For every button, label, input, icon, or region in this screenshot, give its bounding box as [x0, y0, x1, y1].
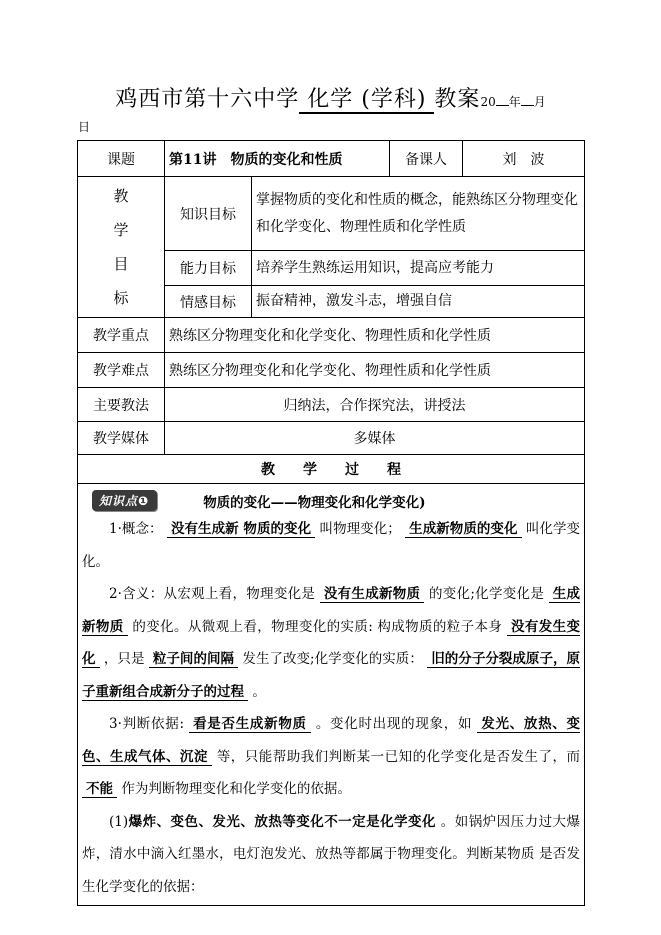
- fill-in-blank: 发光、放热、变色、生成气体、沉淀: [82, 716, 581, 765]
- key-points-content: 熟练区分物理变化和化学变化、物理性质和化学性质: [165, 318, 585, 353]
- process-content-cell: [78, 484, 585, 906]
- table-row: [78, 422, 585, 455]
- goal-label-knowledge: 知识目标: [165, 177, 252, 251]
- text-segment: 的变化;化学变化是: [424, 586, 549, 602]
- fill-in-blank: 没有生成新物质: [320, 586, 425, 603]
- goals-vertical-label: 教学目标: [113, 187, 129, 307]
- fill-in-blank: 看是否生成新物质: [189, 716, 311, 733]
- table-row: [78, 353, 585, 388]
- text-segment: 叫物理变化；: [315, 521, 406, 537]
- text-segment: 。: [248, 683, 266, 700]
- fill-in-blank: 粒子间的间隔: [149, 651, 238, 668]
- document-title: [0, 82, 661, 113]
- paragraph-note: [82, 806, 580, 904]
- table-row: [78, 484, 585, 906]
- lesson-plan-table: [77, 140, 585, 906]
- text-segment: 。变化时出现的现象，如: [310, 716, 478, 732]
- media-label: 教学媒体: [78, 422, 165, 455]
- date-day: 日: [78, 120, 91, 134]
- goal-label-ability: 能力目标: [165, 251, 252, 286]
- table-row: [78, 318, 585, 353]
- month-blank: [521, 94, 534, 106]
- fill-in-blank: 生成新物质: [82, 586, 581, 635]
- fill-in-blank: 生成新物质的变化: [405, 521, 521, 538]
- knowledge-point-line: [92, 490, 580, 511]
- methods-label: 主要教法: [78, 388, 165, 422]
- text-segment: 1·概念：: [109, 521, 167, 537]
- text-segment: (1): [109, 813, 129, 830]
- goal-content-knowledge: 掌握物质的变化和性质的概念，能熟练区分物理变化和化学变化、物理性质和化学性质: [252, 177, 585, 251]
- goal-content-emotion: 振奋精神，激发斗志，增强自信: [252, 286, 585, 318]
- text-segment: ，只是: [99, 651, 149, 667]
- paragraph-meaning: [82, 578, 580, 708]
- table-row: [78, 388, 585, 422]
- text-segment: 2·含义：从宏观上看，物理变化是: [109, 586, 320, 602]
- text-segment: 发生了改变;化学变化的实质：: [238, 651, 428, 667]
- media-content: 多媒体: [165, 422, 585, 455]
- methods-content: 归纳法，合作探究法，讲授法: [165, 388, 585, 422]
- fill-in-blank: 没有发生变化: [82, 618, 581, 667]
- text-segment: 爆炸、变色、发光、放热等变化不一定是化学变化: [128, 813, 436, 830]
- text-segment: 作为判断物理变化和化学变化的依据。: [117, 781, 351, 797]
- goal-content-ability: 培养学生熟练运用知识，提高应考能力: [252, 251, 585, 286]
- fill-in-blank: 没有生成新 物质的变化: [167, 521, 315, 538]
- goal-label-emotion: 情感目标: [165, 286, 252, 318]
- badge-number: ❶: [138, 494, 150, 508]
- text-segment: 。如锅炉因压力过大爆炸，清水中滴入红墨水，电灯泡发光、放热等都属于物理变化。判断某物质 是否发生化学变化的依据：: [82, 813, 581, 895]
- table-row: [78, 141, 585, 177]
- text-segment: 等，只能帮助我们判断某一已知的化学变化是否发生了，而: [211, 748, 581, 765]
- doc-type: 教案: [434, 87, 481, 112]
- table-row: [78, 177, 585, 251]
- difficulties-label: 教学难点: [78, 353, 165, 388]
- paragraph-judgement: [82, 708, 580, 806]
- process-header: 教 学 过 程: [78, 455, 585, 484]
- table-row: [78, 455, 585, 484]
- preparer-name-cell: 刘 波: [463, 141, 585, 177]
- date-line: 20 年 月: [480, 95, 546, 109]
- fill-in-blank: 旧的分子分裂成原子，原子重新组合成新分子的过程: [82, 651, 581, 700]
- year-blank: [496, 94, 509, 106]
- topic-label-cell: 课题: [78, 141, 165, 177]
- paragraph-concept: [82, 513, 580, 578]
- knowledge-point-heading: 物质的变化——物理变化和化学变化): [203, 494, 426, 511]
- knowledge-point-badge: 知识点❶: [92, 490, 157, 511]
- subject-field: 化学 (学科): [299, 87, 434, 114]
- goals-label-cell: [78, 177, 165, 318]
- text-segment: 叫化学变化。: [82, 521, 581, 570]
- school-name: 鸡西市第十六中学: [115, 87, 300, 112]
- topic-cell: 第11讲 物质的变化和性质: [165, 141, 390, 177]
- fill-in-blank: 不能: [82, 781, 117, 798]
- text-segment: 3·判断依据:: [109, 716, 190, 732]
- key-points-label: 教学重点: [78, 318, 165, 353]
- preparer-label-cell: 备课人: [390, 141, 463, 177]
- text-segment: 的变化。从微观上看，物理变化的实质: 构成物质的粒子本身: [127, 618, 507, 635]
- difficulties-content: 熟练区分物理变化和化学变化、物理性质和化学性质: [165, 353, 585, 388]
